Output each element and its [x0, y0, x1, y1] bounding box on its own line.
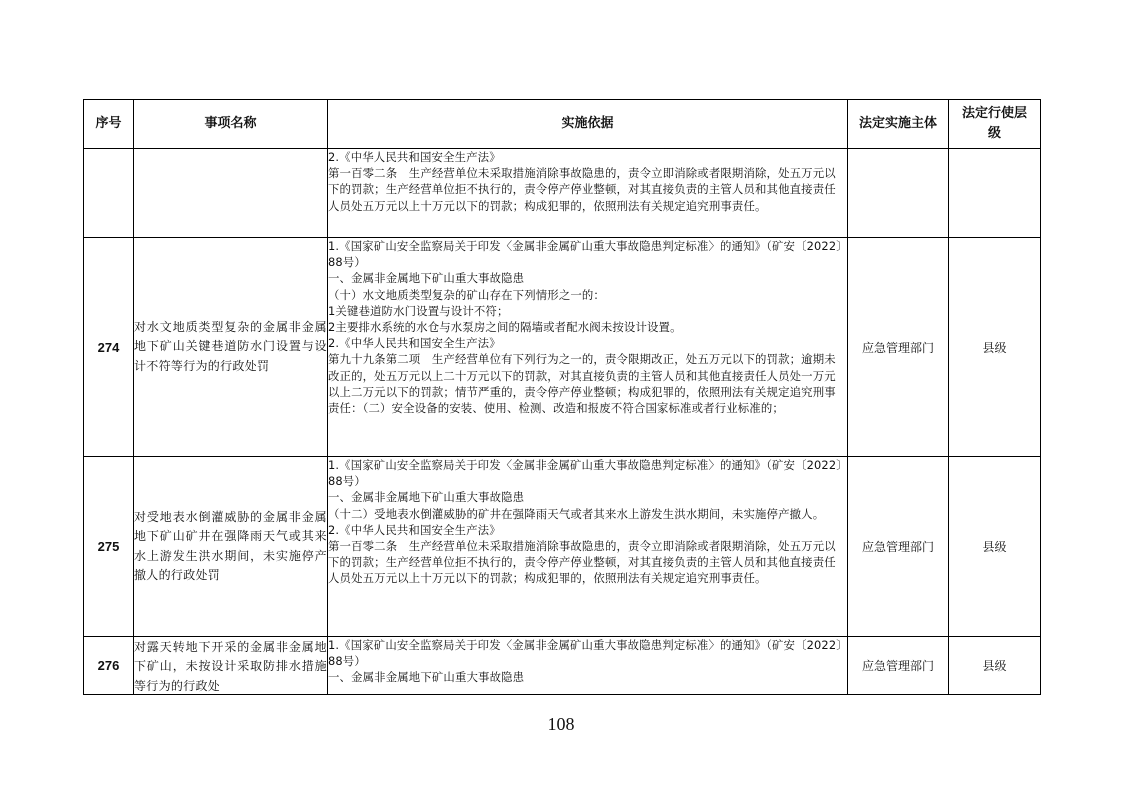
- administrative-penalty-table: [83, 99, 1041, 695]
- header-seq: 序号: [84, 100, 134, 149]
- row-item-name: [134, 637, 328, 695]
- basis-line: 1.《国家矿山安全监察局关于印发〈金属非金属矿山重大事故隐患判定标准〉的通知》（矿安〔2022〕88号）: [328, 638, 843, 669]
- header-level: 法定行使层级: [949, 100, 1041, 149]
- basis-line: 第九十九条第二项 生产经营单位有下列行为之一的，责令限期改正，处五万元以下的罚款；逾期未改正的，处五万元以上二十万元以下的罚款，对其直接负责的主管人员和其他直接责任人员处一万元以上二万元以下的罚款；情节严重的，责令停产停业整顿；构成犯罪的，依照刑法有关规定追究刑事责任：（二）安全设备的安装、使用、检测、改造和报废不符合国家标准或者行业标准的；: [328, 352, 836, 416]
- row-item-name: 对受地表水倒灌威胁的金属非金属地下矿山矿井在强降雨天气或其来水上游发生洪水期间，未实施停产撤人的行政处罚: [134, 457, 328, 637]
- header-basis: 实施依据: [328, 100, 848, 149]
- basis-line: 2.《中华人民共和国安全生产法》: [328, 336, 501, 351]
- table-row: [84, 149, 1041, 238]
- basis-line: 2.《中华人民共和国安全生产法》: [328, 522, 501, 537]
- row-item-name-text: 对露天转地下开采的金属非金属地下矿山，未按设计采取防排水措施等行为的行政处: [134, 640, 327, 693]
- basis-line: 第一百零二条 生产经营单位未采取措施消除事故隐患的，责令立即消除或者限期消除，处五万元以下的罚款；生产经营单位拒不执行的，责令停产停业整顿，对其直接负责的主管人员和其他直接责任人员处五万元以上十万元以下的罚款；构成犯罪的，依照刑法有关规定追究刑事责任。: [328, 539, 836, 586]
- basis-line: （十）水文地质类型复杂的矿山存在下列情形之一的：: [328, 287, 605, 302]
- header-item-name: 事项名称: [134, 100, 328, 149]
- row-level: [949, 149, 1041, 238]
- row-seq: 275: [84, 457, 134, 637]
- basis-line: 1关键巷道防水门设置与设计不符；: [328, 303, 509, 318]
- basis-line: 第一百零二条 生产经营单位未采取措施消除事故隐患的，责令立即消除或者限期消除，处五万元以下的罚款；生产经营单位拒不执行的，责令停产停业整顿，对其直接负责的主管人员和其他直接责任人员处五万元以上十万元以下的罚款；构成犯罪的，依照刑法有关规定追究刑事责任。: [328, 166, 836, 213]
- row-basis: [328, 149, 848, 238]
- page-number: 108: [547, 714, 575, 734]
- basis-line: 一、金属非金属地下矿山重大事故隐患: [328, 670, 525, 685]
- row-subject: 应急管理部门: [848, 637, 949, 695]
- row-subject: [848, 149, 949, 238]
- row-seq: [84, 149, 134, 238]
- header-subject: 法定实施主体: [848, 100, 949, 149]
- row-item-name: 对水文地质类型复杂的金属非金属地下矿山关键巷道防水门设置与设计不符等行为的行政处罚: [134, 238, 328, 457]
- basis-line: 一、金属非金属地下矿山重大事故隐患: [328, 490, 525, 505]
- table-header-row: [84, 100, 1041, 149]
- row-item-name: [134, 149, 328, 238]
- table-row: [84, 457, 1041, 637]
- row-seq: 274: [84, 238, 134, 457]
- basis-line: 2主要排水系统的水仓与水泵房之间的隔墙或者配水阀未按设计设置。: [328, 320, 682, 335]
- row-basis: [328, 637, 848, 695]
- basis-line: 2.《中华人民共和国安全生产法》: [328, 150, 501, 164]
- basis-line: 一、金属非金属地下矿山重大事故隐患: [328, 271, 525, 286]
- row-level: 县级: [949, 238, 1041, 457]
- table-row: [84, 637, 1041, 695]
- row-level: 县级: [949, 457, 1041, 637]
- row-seq: 276: [84, 637, 134, 695]
- basis-line: （十二）受地表水倒灌威胁的矿井在强降雨天气或者其来水上游发生洪水期间，未实施停产撤人。: [328, 506, 825, 521]
- basis-line: 1.《国家矿山安全监察局关于印发〈金属非金属矿山重大事故隐患判定标准〉的通知》（矿安〔2022〕88号）: [328, 458, 843, 489]
- row-level: 县级: [949, 637, 1041, 695]
- row-subject: 应急管理部门: [848, 238, 949, 457]
- row-subject: 应急管理部门: [848, 457, 949, 637]
- row-basis: [328, 238, 848, 457]
- table-row: [84, 238, 1041, 457]
- row-basis: [328, 457, 848, 637]
- basis-line: 1.《国家矿山安全监察局关于印发〈金属非金属矿山重大事故隐患判定标准〉的通知》（矿安〔2022〕88号）: [328, 239, 843, 270]
